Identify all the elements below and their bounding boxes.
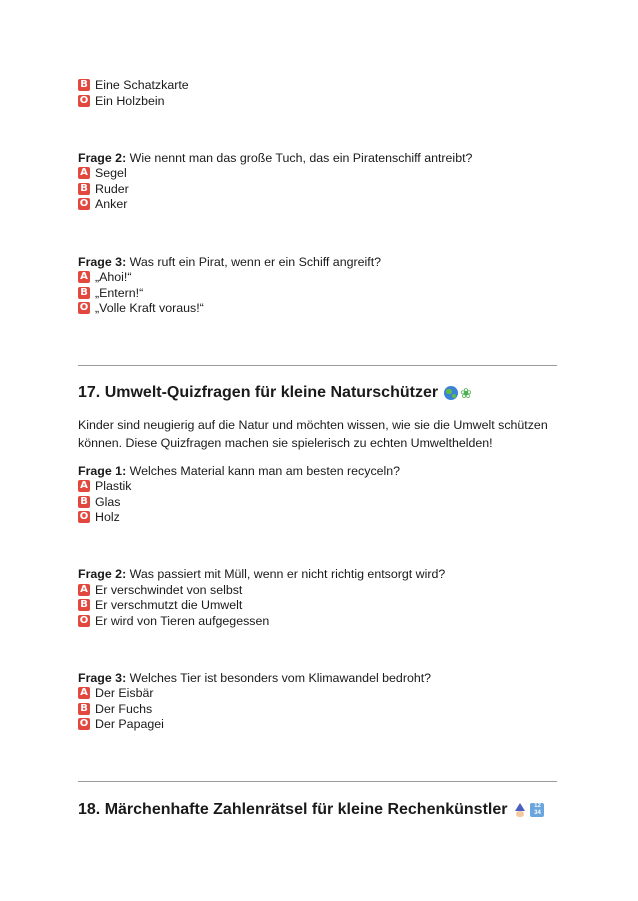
- answer-text: Der Eisbär: [95, 686, 154, 700]
- question-2: [78, 566, 445, 582]
- question-label: Frage 2:: [78, 151, 127, 165]
- letter-b-badge: B: [78, 79, 90, 91]
- answer-option: [78, 494, 120, 510]
- answer-text: Anker: [95, 197, 128, 211]
- question-text: Welches Material kann man am besten recyceln?: [126, 464, 401, 478]
- answer-option: [78, 196, 127, 212]
- answer-text: „Volle Kraft voraus!“: [95, 301, 204, 315]
- letter-b-badge: B: [78, 703, 90, 715]
- letter-o-badge: O: [79, 302, 89, 313]
- question-text: Was ruft ein Pirat, wenn er ein Schiff angreift?: [126, 255, 382, 269]
- letter-o-badge: O: [79, 95, 89, 106]
- answer-option: [78, 77, 189, 93]
- herb-icon: ❀: [460, 384, 472, 401]
- answer-text: Holz: [95, 510, 120, 524]
- answer-option: [78, 478, 132, 494]
- question-3: [78, 670, 431, 686]
- numbers-icon: 12 34: [530, 803, 544, 817]
- letter-b-badge: B: [78, 496, 90, 508]
- letter-a-badge: A: [78, 584, 90, 596]
- answer-text: Eine Schatzkarte: [95, 78, 189, 92]
- question-text: Welches Tier ist besonders vom Klimawandel bedroht?: [126, 671, 432, 685]
- heading-text: 17. Umwelt-Quizfragen für kleine Naturschützer: [78, 384, 439, 401]
- answer-option: [78, 701, 152, 717]
- letter-b-badge: B: [78, 183, 90, 195]
- answer-option: [78, 509, 120, 525]
- section-divider: [78, 781, 557, 782]
- section-intro: Kinder sind neugierig auf die Natur und möchten wissen, wie sie die Umwelt schützen können. Diese Quizfragen machen sie spielerisch zu echten Umwelthelden!: [78, 418, 548, 450]
- globe-icon: [444, 386, 458, 400]
- answer-option: [78, 181, 129, 197]
- question-3: [78, 254, 381, 270]
- letter-o-badge: O: [79, 511, 89, 522]
- answer-option: [78, 582, 242, 598]
- answer-text: Er verschmutzt die Umwelt: [95, 598, 243, 612]
- answer-text: Der Papagei: [95, 717, 164, 731]
- answer-text: Segel: [95, 166, 127, 180]
- answer-text: „Ahoi!“: [95, 270, 132, 284]
- letter-a-badge: A: [78, 167, 90, 179]
- answer-text: „Entern!“: [95, 286, 144, 300]
- letter-b-badge: B: [78, 287, 90, 299]
- letter-o-badge: O: [79, 198, 89, 209]
- question-2: [78, 150, 472, 166]
- letter-o-badge: O: [79, 615, 89, 626]
- letter-a-badge: A: [78, 687, 90, 699]
- question-text: Was passiert mit Müll, wenn er nicht richtig entsorgt wird?: [126, 567, 446, 581]
- answer-text: Der Fuchs: [95, 702, 153, 716]
- section-heading: [78, 801, 544, 819]
- answer-option: [78, 93, 165, 109]
- answer-option: [78, 285, 143, 301]
- letter-o-badge: O: [79, 718, 89, 729]
- answer-option: [78, 613, 269, 629]
- section-divider: [78, 365, 557, 366]
- answer-option: [78, 716, 164, 732]
- wizard-icon: [513, 803, 527, 817]
- heading-text: 18. Märchenhafte Zahlenrätsel für kleine Rechenkünstler: [78, 801, 508, 818]
- answer-text: Ein Holzbein: [95, 94, 165, 108]
- answer-option: [78, 269, 132, 285]
- answer-option: [78, 300, 204, 316]
- question-label: Frage 3:: [78, 671, 127, 685]
- letter-a-badge: A: [78, 480, 90, 492]
- answer-text: Plastik: [95, 479, 132, 493]
- letter-b-badge: B: [78, 599, 90, 611]
- answer-text: Er wird von Tieren aufgegessen: [95, 614, 270, 628]
- letter-a-badge: A: [78, 271, 90, 283]
- question-text: Wie nennt man das große Tuch, das ein Piratenschiff antreibt?: [126, 151, 473, 165]
- question-label: Frage 2:: [78, 567, 127, 581]
- answer-option: [78, 165, 127, 181]
- answer-option: [78, 685, 154, 701]
- section-heading: [78, 384, 472, 402]
- answer-text: Glas: [95, 495, 121, 509]
- question-label: Frage 3:: [78, 255, 127, 269]
- question-label: Frage 1:: [78, 464, 127, 478]
- answer-text: Er verschwindet von selbst: [95, 583, 243, 597]
- question-1: [78, 463, 400, 479]
- answer-text: Ruder: [95, 182, 129, 196]
- answer-option: [78, 597, 242, 613]
